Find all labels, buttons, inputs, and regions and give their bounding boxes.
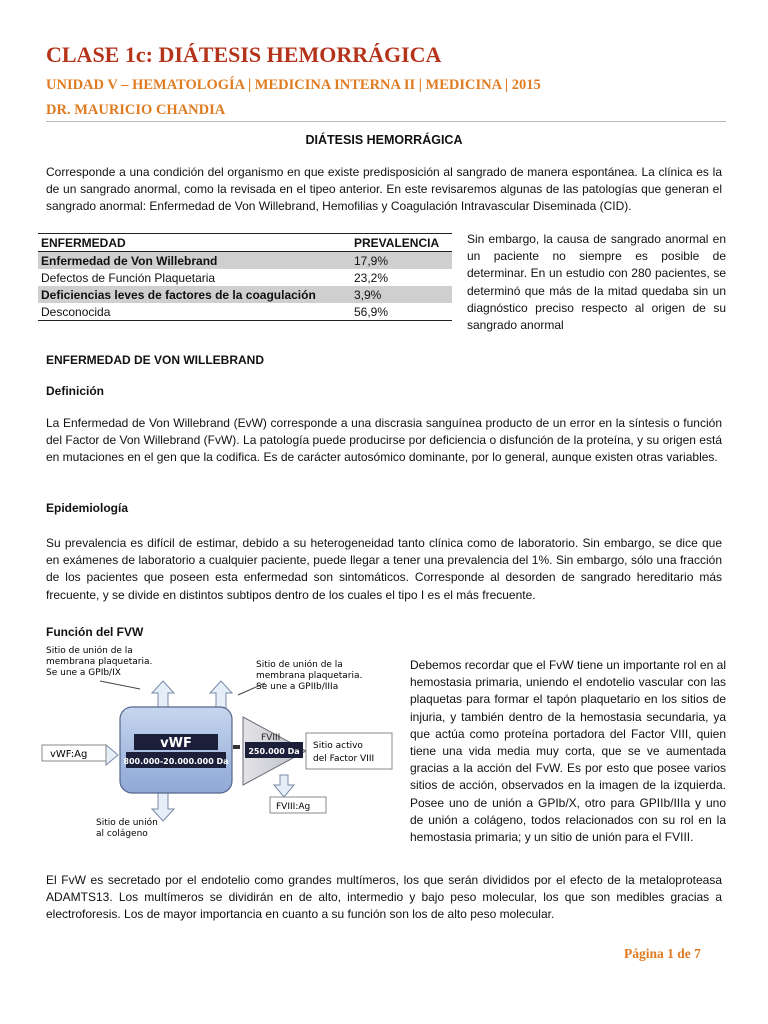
collagen-line2: al colágeno xyxy=(96,829,148,839)
table-cell-disease: Defectos de Función Plaquetaria xyxy=(41,270,216,285)
active-site-line2: del Factor VIII xyxy=(313,754,375,764)
closing-paragraph: El FvW es secretado por el endotelio como grandes multímeros, los que serán divididos por el efecto de la metaloproteasa ADAMTS13. Los multímeros se dividirán en de alto, intermedio y bajo peso molecular, los que son medibles gracias a electroforesis. Los de mayor importancia en cuanto a su función son los de alto peso molecular. xyxy=(46,873,722,922)
epidemiology-paragraph: Su prevalencia es difícil de estimar, debido a su heterogeneidad tanto clínica como de laboratorio. Sin embargo, se dice que en exámenes de laboratorio a cualquier paciente, puede llegar a tener una prevalencia del 1%. Sin embargo, sólo una fracción de los pacientes que poseen esta enfermedad son sintomáticos. Corresponde al desorden de sangrado hereditario más frecuente, y se divide en distintos subtipos dentro de los cuales el tipo I es el más frecuente. xyxy=(46,536,722,602)
active-site-line1: Sitio activo xyxy=(313,741,363,751)
table-row xyxy=(38,252,452,270)
vwf-mass-label: 800.000-20.000.000 Da xyxy=(123,757,229,766)
function-heading: Función del FVW xyxy=(46,625,144,639)
vwf-ag-label: vWF:Ag xyxy=(50,749,88,760)
intro-paragraph: Corresponde a una condición del organismo en que existe predisposición al sangrado de manera espontánea. La clínica es la de un sangrado anormal, como la revisada en el tipeo anterior. En este revisaremos algunas de las patologías que generan el sangrado anormal: Enfermedad de Von Willebrand, Hemofilias y Coagulación Intravascular Diseminada (CID). xyxy=(46,165,722,214)
table-cell-value: 23,2% xyxy=(354,270,389,285)
page-number: Página 1 de 7 xyxy=(624,946,701,961)
vwf-label: vWF xyxy=(160,736,192,751)
arrow-fviii-ag xyxy=(274,775,294,797)
fviii-label: FVIII xyxy=(261,733,281,743)
vwf-diagram xyxy=(40,645,398,845)
table-header-row xyxy=(38,234,452,252)
table-cell-value: 17,9% xyxy=(350,252,452,270)
collagen-line1: Sitio de unión xyxy=(96,818,158,828)
document-title: DIÁTESIS HEMORRÁGICA xyxy=(305,133,463,147)
table-cell-value: 3,9% xyxy=(350,286,452,303)
section-title: ENFERMEDAD DE VON WILLEBRAND xyxy=(46,353,264,367)
epidemiology-heading: Epidemiología xyxy=(46,501,129,515)
side-note: Sin embargo, la causa de sangrado anormal en un paciente no siempre es posible de determinar. En un estudio con 280 pacientes, se determinó que más de la mitad quedaba sin un diagnóstico preciso respecto al origen de su sangrado anormal xyxy=(467,232,726,333)
label-gpib-line2: membrana plaquetaria. xyxy=(46,657,153,667)
course-subtitle: UNIDAD V – HEMATOLOGÍA | MEDICINA INTERNA II | MEDICINA | 2015 xyxy=(46,77,541,93)
table-row xyxy=(38,286,452,303)
header-divider xyxy=(46,121,726,122)
label-gpib-line3: Se une a GPIb/IX xyxy=(46,668,121,678)
table-cell-disease: Enfermedad de Von Willebrand xyxy=(38,252,350,270)
table-row xyxy=(38,303,452,321)
function-paragraph: Debemos recordar que el FvW tiene un importante rol en al hemostasia primaria, uniendo el endotelio vascular con las plaquetas para formar el tapón plaquetario en los sitios de injuria, y también dentro de la hemostasia secundaria, ya que actúa como proteína portadora del Factor VIII, quien tiene una vida media muy corta, que se ve aumentada gracias a la acción del FvW. Es por esto que posee varios sitios de acción, observados en la imagen de la izquierda. Posee uno de unión a GPIb/X, otro para GPIIb/IIIa y uno de unión a colágeno, todos relacionados con su rol en la hemostasia primaria; y un sitio de unión para el FVIII. xyxy=(410,658,726,845)
label-gpiib-line1: Sitio de unión de la xyxy=(256,660,343,670)
table-header-disease: ENFERMEDAD xyxy=(38,234,350,252)
page-title: CLASE 1c: DIÁTESIS HEMORRÁGICA xyxy=(46,42,442,67)
table-row xyxy=(38,269,452,286)
fviii-ag-label: FVIII:Ag xyxy=(276,802,311,812)
table-cell-disease: Deficiencias leves de factores de la coagulación xyxy=(38,286,350,303)
prevalence-table xyxy=(38,233,452,321)
table-header-prevalence: PREVALENCIA xyxy=(350,234,452,252)
author: DR. MAURICIO CHANDIA xyxy=(46,102,226,118)
arrow-down-collagen xyxy=(152,791,174,821)
label-gpiib-line2: membrana plaquetaria. xyxy=(256,671,363,681)
table-cell-value: 56,9% xyxy=(350,303,452,321)
definition-paragraph: La Enfermedad de Von Willebrand (EvW) corresponde a una discrasia sanguínea producto de un error en la síntesis o función del Factor de Von Willebrand (FvW). La patología puede producirse por deficiencia o disfunción de la proteína, y su origen está en mutaciones en el gen que la codifica. Es de carácter autosómico dominante, por lo general, aunque existen otras variables. xyxy=(46,416,722,465)
label-gpiib-line3: Se une a GPIIb/IIIa xyxy=(256,682,339,692)
label-gpib-line1: Sitio de unión de la xyxy=(46,646,133,656)
fviii-mass-label: 250.000 Da xyxy=(248,747,300,756)
definition-heading: Definición xyxy=(46,384,105,398)
table-cell-disease: Desconocida xyxy=(38,303,350,321)
